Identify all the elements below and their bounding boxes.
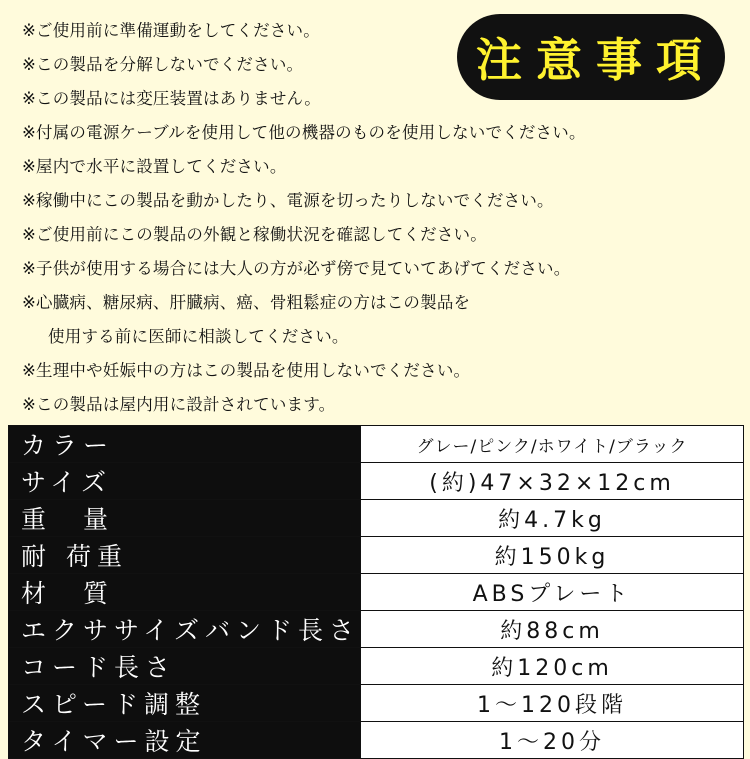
spec-label: 耐 荷重 bbox=[9, 537, 361, 574]
spec-label: カラー bbox=[9, 426, 361, 463]
spec-row bbox=[9, 500, 744, 537]
spec-row bbox=[9, 463, 744, 500]
spec-row bbox=[9, 611, 744, 648]
spec-row bbox=[9, 537, 744, 574]
spec-value: 約150kg bbox=[361, 537, 744, 574]
spec-row bbox=[9, 648, 744, 685]
spec-value: 約120cm bbox=[361, 648, 744, 685]
caution-item: ※心臓病、糖尿病、肝臓病、癌、骨粗鬆症の方はこの製品を bbox=[22, 293, 471, 312]
caution-item: ※この製品は屋内用に設計されています。 bbox=[22, 395, 336, 414]
spec-value: 1～20分 bbox=[361, 722, 744, 759]
caution-item: ※付属の電源ケーブルを使用して他の機器のものを使用しないでください。 bbox=[22, 123, 586, 142]
caution-item: ※この製品を分解しないでください。 bbox=[22, 55, 304, 74]
caution-item: ※生理中や妊娠中の方はこの製品を使用しないでください。 bbox=[22, 361, 471, 380]
caution-item: ※ご使用前に準備運動をしてください。 bbox=[22, 21, 320, 40]
spec-label: タイマー設定 bbox=[9, 722, 361, 759]
spec-value: ABSプレート bbox=[361, 574, 744, 611]
spec-label: 重 量 bbox=[9, 500, 361, 537]
spec-label: スピード調整 bbox=[9, 685, 361, 722]
spec-value: グレー/ピンク/ホワイト/ブラック bbox=[361, 426, 744, 463]
caution-item: ※子供が使用する場合には大人の方が必ず傍で見ていてあげてください。 bbox=[22, 259, 571, 278]
spec-label: サイズ bbox=[9, 463, 361, 500]
caution-badge: 注意事項 bbox=[457, 14, 725, 100]
caution-item: ※屋内で水平に設置してください。 bbox=[22, 157, 287, 176]
spec-row bbox=[9, 574, 744, 611]
spec-label: エクササイズバンド長さ bbox=[9, 611, 361, 648]
spec-table bbox=[8, 425, 744, 759]
caution-item: ※稼働中にこの製品を動かしたり、電源を切ったりしないでください。 bbox=[22, 191, 554, 210]
spec-label: 材 質 bbox=[9, 574, 361, 611]
spec-row bbox=[9, 722, 744, 759]
caution-item: ※ご使用前にこの製品の外観と稼働状況を確認してください。 bbox=[22, 225, 487, 244]
spec-value: 1～120段階 bbox=[361, 685, 744, 722]
spec-value: 約88cm bbox=[361, 611, 744, 648]
caution-item: ※この製品には変圧装置はありません。 bbox=[22, 89, 321, 108]
spec-row bbox=[9, 685, 744, 722]
spec-label: コード長さ bbox=[9, 648, 361, 685]
caution-item-continued: 使用する前に医師に相談してください。 bbox=[48, 327, 349, 346]
spec-row bbox=[9, 426, 744, 463]
spec-value: (約)47×32×12cm bbox=[361, 463, 744, 500]
spec-value: 約4.7kg bbox=[361, 500, 744, 537]
